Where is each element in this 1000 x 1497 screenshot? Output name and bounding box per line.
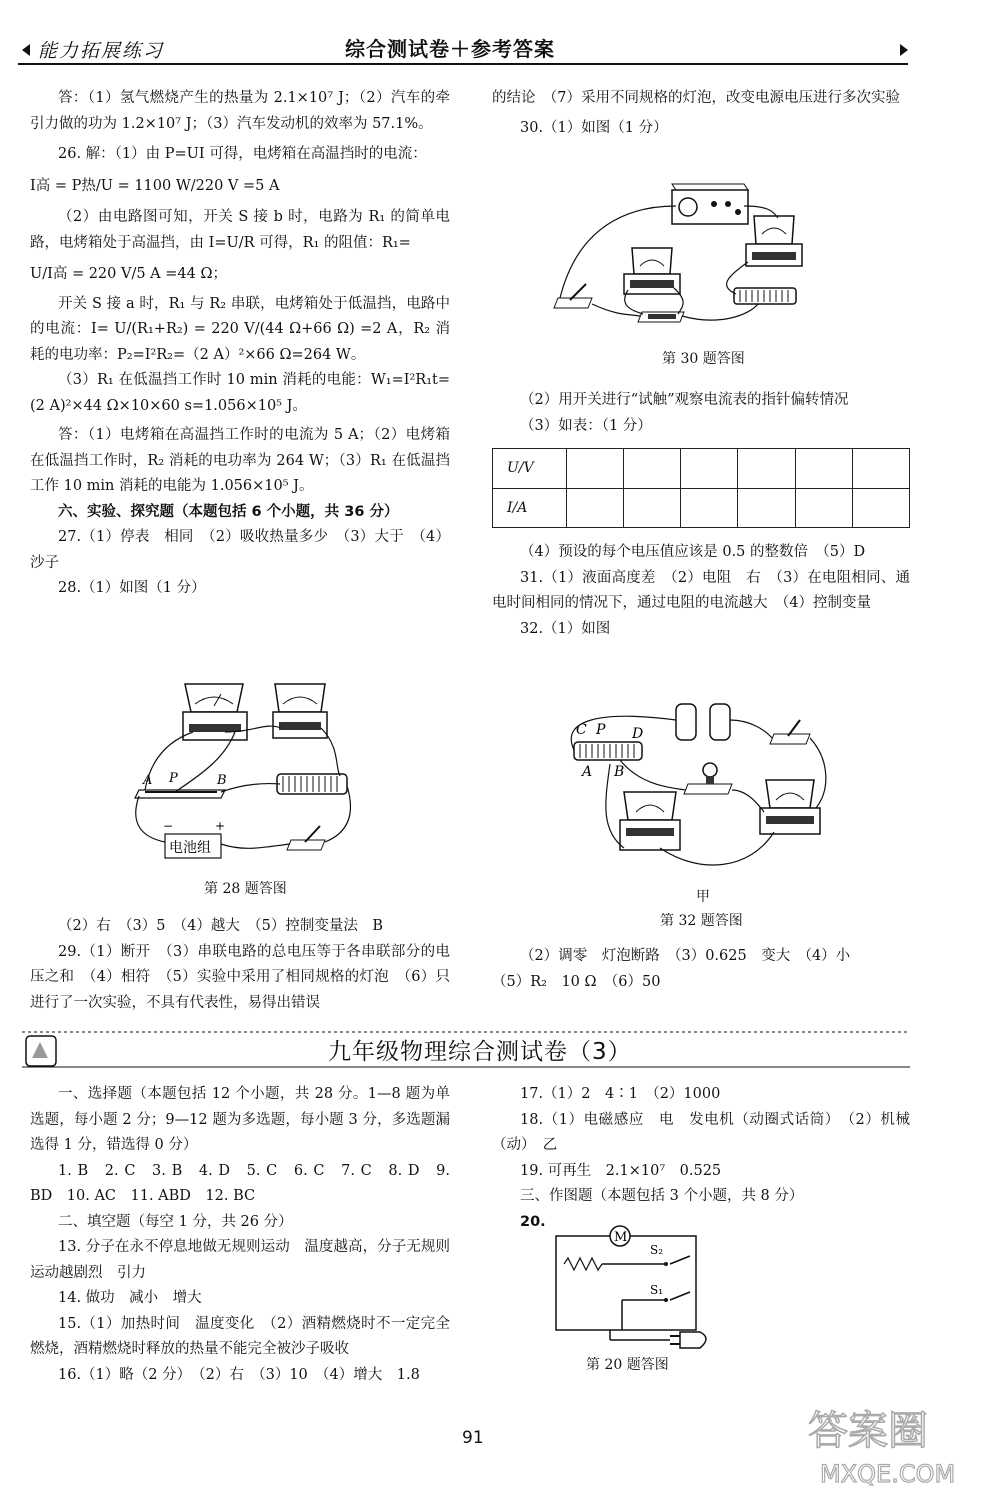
q20-label: 20. [520,1213,546,1230]
watermark-logo [800,1400,990,1490]
figure-28-circuit [125,672,365,867]
q28-intro: 28.（1）如图（1 分） [58,580,206,596]
resistor-icon [638,312,684,322]
fig20-caption: 第 20 题答图 [586,1357,669,1373]
left-column-lower [30,914,450,1016]
lamp-icon [684,763,732,794]
table-cell [795,449,852,489]
q15-answer: 15.（1）加热时间 温度变化 （2）酒精燃烧时不一定完全燃烧，酒精燃烧时释放的热量不能完全被沙子吸收 [30,1315,450,1357]
fig28-label-a: A [143,773,153,788]
q17-answer: 17.（1）2 4∶1 （2）1000 [520,1086,721,1102]
q29-continued: 的结论 （7）采用不同规格的灯泡，改变电源电压进行多次实验 [492,90,900,106]
table-cell [567,488,624,528]
q26-answer: 答：（1）电烤箱在高温挡工作时的电流为 5 A；（2）电烤箱在低温挡工作时，R₂ 消耗的电功率为 264 W；（3）R₁ 在低温挡工作 10 min 消耗的电能为 1.056×10⁵ J。 [30,427,450,494]
rheostat-icon [277,774,347,794]
fig32-caption: 第 32 题答图 [660,913,743,929]
q29-answer: 29.（1）断开 （3）串联电路的总电压等于各串联部分的电压之和 （4）相符 （5）实验中采用了相同规格的灯泡 （6）只进行了一次实验，不具有代表性，易得出错误 [30,943,450,1011]
q26-formula-1: I高 = P热/U = 1100 W/220 V =5 A [30,177,280,194]
voltmeter-icon [620,792,680,850]
battery-cell-icon [676,704,730,740]
s2-switch-icon [670,1256,690,1264]
q26-intro: 26. 解：（1）由 P=UI 可得，电烤箱在高温挡时的电流： [58,146,427,162]
q32-part5: （5）R₂ 10 Ω （6）50 [492,973,661,990]
header-right-arrow-icon [900,44,908,56]
battery-label: 电池组 [169,840,211,856]
fig28-label-b: B [217,773,227,788]
s2-label: S₂ [650,1243,664,1257]
table-row-header: U/V [493,449,567,489]
motor-label: M [614,1230,628,1245]
fig28-label-p: P [169,771,178,786]
table-cell [852,488,909,528]
fig32-label-p: P [596,722,606,738]
table-cell [738,449,795,489]
fig32-label-b: B [614,764,625,780]
data-table [492,448,910,528]
q26-part3: （3）R₁ 在低温挡工作时 10 min 消耗的电能：W₁=I²R₁t=(2 A)²×44 Ω×10×60 s=1.056×10⁵ J。 [30,372,450,414]
fig32-label-c: C [576,722,587,738]
table-cell [624,449,681,489]
fig32-label-a: A [582,764,593,780]
header-rule [18,63,908,65]
voltmeter-icon [624,248,680,294]
q30-part4: （4）预设的每个电压值应该是 0.5 的整数倍 （5）D [520,544,866,560]
q13-answer: 13. 分子在永不停息地做无规则运动 温度越高，分子无规则运动越剧烈 引力 [30,1239,450,1281]
page-header [0,0,1000,70]
fig32-sub-label: 甲 [696,889,710,905]
right-column-mid [492,388,910,439]
q26-low-temp: 开关 S 接 a 时，R₁ 与 R₂ 串联，电烤箱处于低温挡，电路中的电流：I= U/(R₁+R₂) = 220 V/(44 Ω+66 Ω) =2 A，R₂ 消耗的电功率：P₂=I²R₂=（2 A）²×66 Ω=264 W。 [30,295,450,363]
ammeter-icon [746,216,802,266]
table-cell [681,488,738,528]
right-column-after-table [492,540,910,642]
right-column-end [492,944,910,995]
figure-20-circuit [550,1222,720,1350]
section-2-heading: 二、填空题（每空 1 分，共 26 分） [58,1213,293,1230]
right-column [492,86,910,141]
watermark-line1: 答案圈 [808,1408,928,1454]
header-left-label: 能力拓展练习 [38,40,165,62]
rheostat-icon [574,742,642,760]
table-row-header: I/A [493,488,567,528]
s1-switch-icon [670,1292,690,1300]
q27-answer: 27.（1）停表 相同 （2）吸收热量多少 （3）大于 （4）沙子 [30,529,450,571]
table-cell [567,449,624,489]
q30-intro: 30.（1）如图（1 分） [520,119,668,136]
bottom-right-column [492,1082,910,1235]
section-6-heading: 六、实验、探究题（本题包括 6 个小题，共 36 分） [58,503,399,520]
s1-label: S₁ [650,1283,664,1297]
q28-rest: （2）右 （3）5 （4）越大 （5）控制变量法 B [58,918,384,934]
ammeter-icon [760,780,820,834]
q31-answer: 31.（1）液面高度差 （2）电阻 右 （3）在电阻相同、通电时间相同的情况下，通过电阻的电流越大 （4）控制变量 [492,569,910,611]
q19-answer: 19. 可再生 2.1×10⁷ 0.525 [520,1162,722,1179]
q16-answer: 16.（1）略（2 分） （2）右 （3）10 （4）增大 1.8 [58,1366,420,1383]
section-1-heading: 一、选择题（本题包括 12 个小题，共 28 分。1—8 题为单选题，每小题 2 分；9—12 题为多选题，每小题 3 分，多选题漏选得 1 分，错选得 0 分） [30,1086,450,1153]
rheostat-icon [734,288,796,304]
fig30-caption: 第 30 题答图 [662,351,745,367]
power-supply-icon [672,184,748,224]
ammeter-icon [273,684,327,738]
header-left-arrow-icon [22,44,30,56]
q14-answer: 14. 做功 减小 增大 [58,1290,202,1306]
fig32-label-d: D [632,726,644,742]
q26-part2: （2）由电路图可知，开关 S 接 b 时，电路为 R₁ 的简单电路，电烤箱处于高温挡，由 I=U/R 可得，R₁ 的阻值：R₁= [30,209,450,251]
table-cell [681,449,738,489]
answer-25: 答：（1）氢气燃烧产生的热量为 2.1×10⁷ J；（2）汽车的牵引力做的功为 1.2×10⁷ J；（3）汽车发动机的效率为 57.1%。 [30,90,450,132]
table-cell [852,449,909,489]
watermark-line2: MXQE.COM [820,1460,956,1488]
header-title: 综合测试卷＋参考答案 [345,37,555,61]
table-cell [738,488,795,528]
switch-icon [770,720,810,744]
table-cell [624,488,681,528]
section-3-heading: 三、作图题（本题包括 3 个小题，共 8 分） [520,1188,804,1204]
table-row [493,449,910,489]
q26-formula-2: U/I高 = 220 V/5 A =44 Ω； [30,266,227,282]
table-row [493,488,910,528]
plug-icon [670,1332,706,1348]
bottom-left-column [30,1082,450,1388]
switch-icon [287,826,325,850]
figure-30-circuit [548,176,808,341]
battery-plus: + [215,819,226,833]
q32-intro: 32.（1）如图 [520,620,611,637]
q30-part2: （2）用开关进行“试触”观察电流表的指针偏转情况 [520,392,849,408]
figure-32-circuit [560,690,840,880]
q18-answer: 18.（1）电磁感应 电 发电机（动圈式话筒） （2）机械（动） 乙 [492,1111,910,1153]
q32-part2: （2）调零 灯泡断路 （3）0.625 变大 （4）小 [520,948,851,964]
left-column [30,86,450,602]
battery-minus: − [163,819,174,833]
table-cell [795,488,852,528]
section-title: 九年级物理综合测试卷（3） [328,1039,632,1065]
page-number: 91 [462,1428,484,1448]
fig28-caption: 第 28 题答图 [204,881,287,897]
q30-part3: （3）如表：（1 分） [520,417,652,434]
switch-icon [554,284,592,308]
choice-answers: 1. B 2. C 3. B 4. D 5. C 6. C 7. C 8. D 9. BD 10. AC 11. ABD 12. BC [30,1162,450,1204]
